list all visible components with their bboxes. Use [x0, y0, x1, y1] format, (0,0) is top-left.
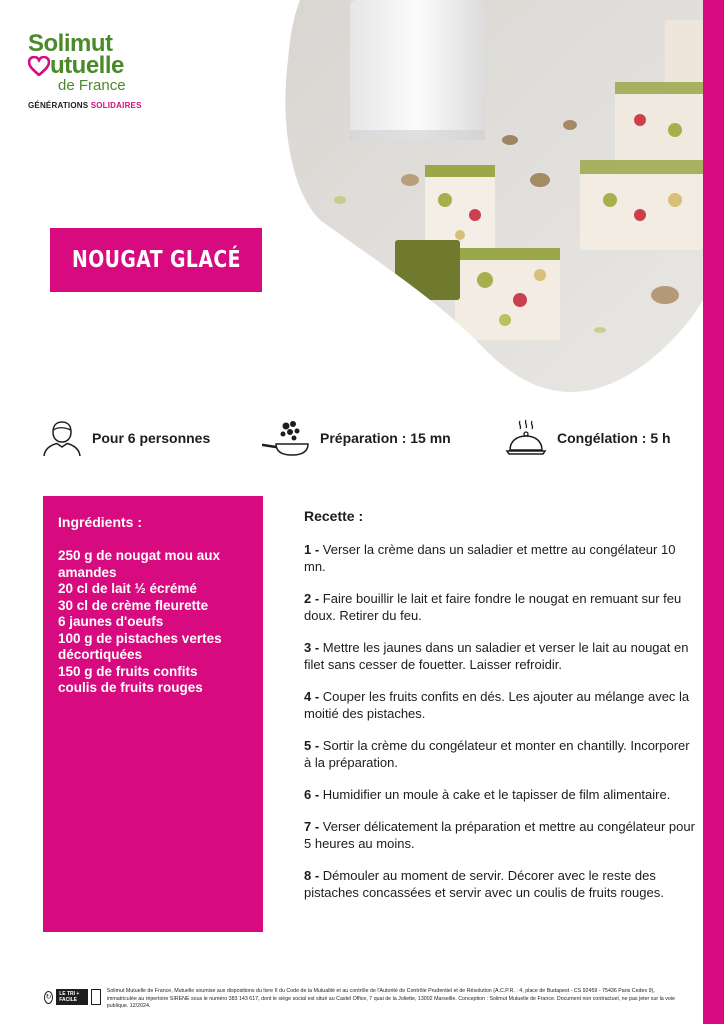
nougat-photo	[280, 0, 703, 395]
recipe-section	[304, 508, 696, 916]
ingredient-item: coulis de fruits rouges	[58, 680, 203, 695]
ingredient-item: 30 cl de crème fleurette	[58, 597, 209, 613]
recipe-step-1: 1 - Verser la crème dans un saladier et mettre au congélateur 10 mn.	[304, 542, 676, 574]
solimut-logo	[28, 30, 142, 110]
footer	[44, 988, 684, 1011]
triman-icon: ↻	[44, 991, 53, 1004]
congelation-label: Congélation : 5 h	[557, 430, 671, 446]
ingredient-item: 6 jaunes d'oeufs	[58, 614, 164, 629]
logo-line-1: Solimut	[28, 30, 113, 57]
info-persons	[42, 418, 210, 458]
persons-label: Pour 6 personnes	[92, 430, 211, 446]
tri-facile-badge: LE TRI + FACILE	[56, 989, 88, 1005]
page-title: NOUGAT GLACÉ	[72, 247, 241, 273]
recipe-step-4: 4 - Couper les fruits confits en dés. Les ajouter au mélange avec la moitié des pistaches.	[304, 689, 690, 721]
person-icon	[42, 418, 82, 458]
right-accent-bar	[703, 0, 724, 1024]
ingredient-item: 100 g de pistaches vertes décortiquées	[58, 630, 222, 662]
ingredient-item: 20 cl de lait ½ écrémé	[58, 581, 197, 596]
recipe-step-7: 7 - Verser délicatement la préparation et mettre au congélateur pour 5 heures au moins.	[304, 819, 695, 851]
cloche-icon	[505, 418, 547, 458]
ingredients-heading: Ingrédients :	[58, 514, 143, 530]
recipe-step-8: 8 - Démouler au moment de servir. Décorer avec le reste des pistaches concassées et servir avec un coulis de fruits rouges.	[304, 868, 664, 900]
logo-line-2	[28, 52, 138, 79]
recipe-step-5: 5 - Sortir la crème du congélateur et monter en chantilly. Incorporer à la préparation.	[304, 738, 690, 770]
ingredients-panel	[43, 496, 263, 932]
ingredient-item: 150 g de fruits confits	[58, 663, 198, 679]
logo-tagline: GÉNÉRATIONS SOLIDAIRES	[28, 101, 142, 110]
logo-line-3: de France	[58, 77, 126, 94]
legal-text: Solimut Mutuelle de France, Mutuelle soumise aux dispositions du livre II du Code de la Mutualité et au contrôle de l'Autorité de Contrôle Prudentiel et de Résolution (A.C.P.R. : 4, place de Budapest - CS 92459 - 75436 Paris Cedex 9), immatriculée au répertoire SIRENE sous le numéro 383 143 617, dont le siège social est situé au Castel Office, 7 quai de la Joliette, 13002 Marseille. Conception : Solimut Mutuelle de France. Document non contractuel, ne pas jeter sur la voie publique. 12/2024.	[106, 988, 675, 1009]
recycling-icons	[44, 989, 101, 1005]
heart-icon	[28, 56, 50, 76]
pan-icon	[262, 418, 310, 458]
recipe-heading: Recette :	[304, 508, 364, 524]
ingredient-item: 250 g de nougat mou aux amandes	[58, 548, 221, 580]
logo-line-2-text: utuelle	[50, 52, 124, 79]
title-banner	[50, 228, 262, 292]
recipe-step-6: 6 - Humidifier un moule à cake et le tapisser de film alimentaire.	[304, 787, 671, 802]
recipe-step-3: 3 - Mettre les jaunes dans un saladier et verser le lait au nougat en filet sans cesser de fouetter. Laisser refroidir.	[304, 640, 689, 672]
preparation-label: Préparation : 15 mn	[320, 430, 451, 446]
info-congelation	[505, 418, 671, 458]
info-preparation	[262, 418, 451, 458]
ingredients-list	[58, 548, 248, 697]
recipe-step-2: 2 - Faire bouillir le lait et faire fondre le nougat en remuant sur feu doux. Retirer du feu.	[304, 591, 682, 623]
recycling-bin-icon	[91, 989, 101, 1005]
